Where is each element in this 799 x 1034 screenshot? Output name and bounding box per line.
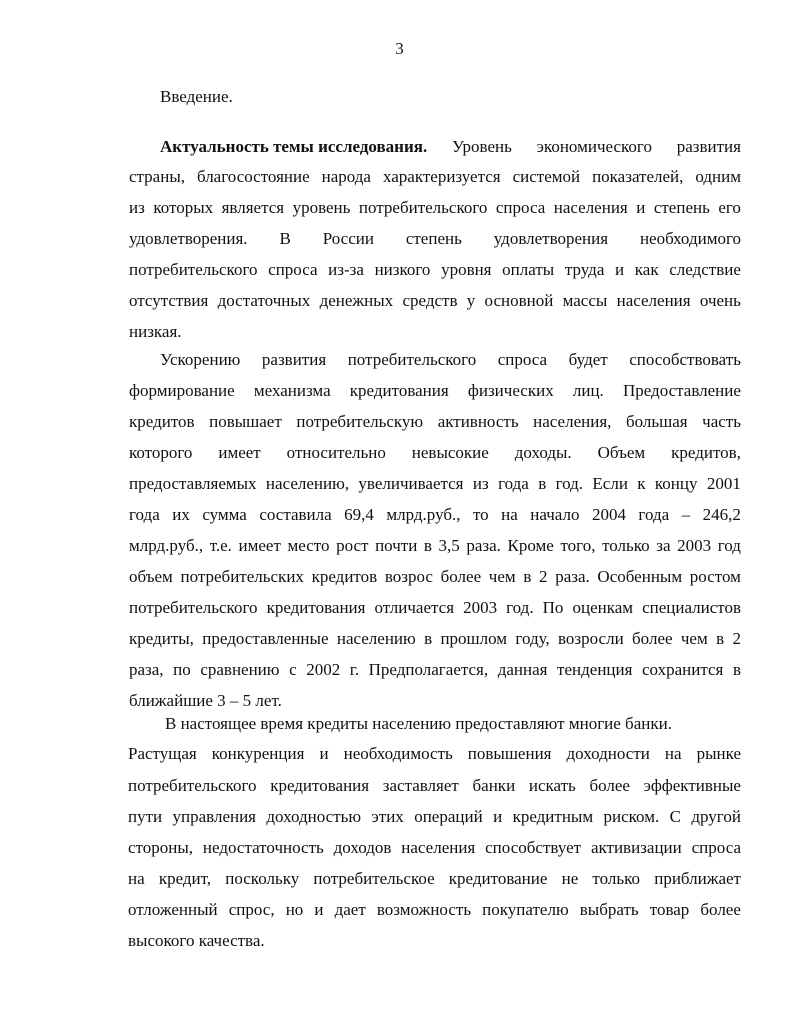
word: другой — [691, 807, 741, 826]
word: активизации — [590, 838, 682, 857]
word: поскольку — [225, 869, 300, 888]
text-line — [129, 290, 741, 312]
word: год. — [555, 474, 584, 493]
word: его — [718, 198, 741, 217]
word: того, — [560, 536, 596, 555]
word: млрд.руб., — [386, 505, 461, 524]
word: т.е. — [209, 536, 232, 555]
word: спроса — [497, 350, 548, 369]
word: Объем — [597, 443, 646, 462]
text-line — [129, 597, 741, 619]
word: предоставляемых — [129, 474, 257, 493]
word: млрд.руб., — [129, 536, 204, 555]
word: кредит, — [158, 869, 212, 888]
word: концу — [654, 474, 698, 493]
word: кредитования — [270, 776, 370, 795]
word: пути — [128, 807, 163, 826]
word: потребительского — [347, 350, 477, 369]
word: конкуренция — [211, 744, 305, 763]
word: очень — [699, 291, 741, 310]
word: спроса — [495, 198, 546, 217]
word: населения — [553, 198, 628, 217]
text-line — [129, 228, 741, 250]
word: 246,2 — [702, 505, 741, 524]
section-heading: Введение. — [160, 87, 233, 106]
word: кредитным — [512, 807, 594, 826]
word: доходы. — [514, 443, 572, 462]
word: большая — [625, 412, 688, 431]
word: раза. — [466, 536, 501, 555]
word: тенденция — [557, 660, 633, 679]
word: уровня — [441, 260, 492, 279]
word: которых — [153, 198, 214, 217]
word: населению — [336, 629, 416, 648]
word: в — [423, 536, 432, 555]
word: невысокие — [411, 443, 489, 462]
word: доходностью — [266, 807, 362, 826]
word: населения, — [533, 412, 612, 431]
word: часть — [702, 412, 741, 431]
text-line: высокого качества. — [128, 931, 265, 950]
word: кредитования — [349, 381, 449, 400]
word: прошлом — [440, 629, 508, 648]
word: года — [498, 474, 529, 493]
text-line: В настоящее время кредиты населению предоставляют многие банки. — [165, 714, 672, 733]
word: чем — [680, 629, 708, 648]
word: рост — [336, 536, 369, 555]
word: спроса — [268, 260, 318, 279]
word: потребительскую — [296, 412, 424, 431]
word: этих — [371, 807, 404, 826]
word: то — [472, 505, 489, 524]
text-line — [128, 868, 741, 890]
word: товар — [649, 900, 690, 919]
text-line — [128, 899, 741, 921]
word: покупателю — [482, 900, 569, 919]
word: которого — [129, 443, 193, 462]
word: механизма — [253, 381, 331, 400]
word: удовлетворения. — [129, 229, 248, 248]
word: и — [615, 260, 625, 279]
word: только — [592, 869, 641, 888]
word: операций — [414, 807, 483, 826]
word: Предполагается, — [368, 660, 489, 679]
word: сумма — [202, 505, 247, 524]
word: имеет — [238, 536, 281, 555]
word: способствовать — [629, 350, 741, 369]
word: оплаты — [502, 260, 555, 279]
word: Актуальность темы исследования. — [160, 137, 428, 156]
text-line: ближайшие 3 – 5 лет. — [129, 691, 282, 710]
word: экономического — [536, 137, 652, 156]
word: возможность — [376, 900, 472, 919]
word: возросли — [558, 629, 624, 648]
word: на — [664, 744, 682, 763]
word: степень — [405, 229, 462, 248]
word: выбрать — [579, 900, 639, 919]
word: и — [636, 198, 646, 217]
word: По — [542, 598, 564, 617]
word: спроса — [691, 838, 741, 857]
word: к — [637, 474, 646, 493]
word: отсутствия — [129, 291, 209, 310]
text-line — [128, 806, 741, 828]
word: имеет — [218, 443, 261, 462]
word: у — [466, 291, 476, 310]
word: искать — [528, 776, 576, 795]
word: более — [440, 567, 482, 586]
word: 2003 — [463, 598, 498, 617]
word: населения — [401, 838, 476, 857]
word: физических — [467, 381, 554, 400]
text-line — [129, 504, 741, 526]
word: способствует — [485, 838, 582, 857]
word: сравнению — [200, 660, 280, 679]
word: начало — [530, 505, 580, 524]
word: России — [322, 229, 374, 248]
word: банки — [472, 776, 516, 795]
word: сохранится — [642, 660, 724, 679]
word: кредитование — [448, 869, 548, 888]
word: системой — [512, 167, 581, 186]
word: 2003 — [677, 536, 712, 555]
word: потребительского — [358, 198, 488, 217]
word: только — [602, 536, 650, 555]
word: г. — [349, 660, 360, 679]
word: данная — [497, 660, 548, 679]
text-line — [129, 380, 741, 402]
word: активность — [437, 412, 519, 431]
word: из — [472, 474, 489, 493]
text-line — [129, 259, 741, 281]
word: кредитов, — [671, 443, 741, 462]
text-line — [129, 535, 741, 557]
word: оценкам — [572, 598, 634, 617]
word: и — [314, 900, 324, 919]
word: более — [700, 900, 741, 919]
word: спрос, — [228, 900, 275, 919]
word: и — [493, 807, 503, 826]
word: благосостояние — [196, 167, 310, 186]
word: доходов — [333, 838, 392, 857]
word: чем — [488, 567, 516, 586]
word: С — [669, 807, 681, 826]
word: отличается — [374, 598, 455, 617]
word: степень — [653, 198, 710, 217]
word: году, — [515, 629, 550, 648]
word: возрос — [384, 567, 433, 586]
word: потребительское — [313, 869, 435, 888]
word: в — [424, 629, 433, 648]
word: необходимого — [639, 229, 741, 248]
word: 2 — [732, 629, 741, 648]
text-line — [160, 136, 741, 158]
word: риском. — [603, 807, 660, 826]
word: рынке — [696, 744, 741, 763]
word: в — [716, 629, 725, 648]
word: удовлетворения — [493, 229, 609, 248]
word: за — [656, 536, 671, 555]
word: потребительских — [180, 567, 304, 586]
word: на — [128, 869, 145, 888]
word: из-за — [328, 260, 364, 279]
word: почти — [375, 536, 418, 555]
word: – — [681, 505, 691, 524]
word: в — [732, 660, 741, 679]
word: 2 — [539, 567, 548, 586]
word: массы — [562, 291, 608, 310]
word: характеризуется — [382, 167, 501, 186]
word: ростом — [689, 567, 741, 586]
word: потребительского — [128, 776, 257, 795]
word: кредитов — [129, 412, 195, 431]
word: не — [561, 869, 579, 888]
page-number: 3 — [395, 39, 404, 58]
word: Особенным — [597, 567, 683, 586]
word: потребительского — [129, 598, 258, 617]
word: кредитов — [311, 567, 378, 586]
word: Ускорению — [160, 350, 241, 369]
word: лиц. — [572, 381, 604, 400]
word: их — [172, 505, 190, 524]
word: объем — [129, 567, 173, 586]
word: средств — [402, 291, 458, 310]
word: Растущая — [128, 744, 197, 763]
text-line — [128, 837, 741, 859]
word: 2001 — [706, 474, 741, 493]
word: управления — [172, 807, 257, 826]
word: кредитования — [266, 598, 366, 617]
word: низкого — [374, 260, 431, 279]
word: с — [289, 660, 297, 679]
word: эффективные — [643, 776, 741, 795]
word: одним — [695, 167, 741, 186]
word: Кроме — [507, 536, 554, 555]
text-line — [129, 166, 741, 188]
word: но — [285, 900, 304, 919]
text-line — [129, 566, 741, 588]
word: на — [501, 505, 518, 524]
word: увеличивается — [358, 474, 464, 493]
text-line — [129, 411, 741, 433]
word: заставляет — [382, 776, 459, 795]
word: населению, — [265, 474, 350, 493]
word: формирование — [129, 381, 235, 400]
word: года — [129, 505, 160, 524]
word: развития — [676, 137, 741, 156]
word: более — [589, 776, 630, 795]
word: как — [634, 260, 659, 279]
word: населения — [616, 291, 691, 310]
text-line — [129, 473, 741, 495]
word: стороны, — [128, 838, 194, 857]
word: 69,4 — [344, 505, 374, 524]
word: доходности — [566, 744, 650, 763]
word: является — [221, 198, 285, 217]
text-line — [128, 775, 741, 797]
word: Предоставление — [622, 381, 741, 400]
word: показателей, — [592, 167, 684, 186]
word: год. — [506, 598, 534, 617]
word: уровень — [292, 198, 351, 217]
text-line — [160, 349, 741, 371]
text-line: низкая. — [129, 322, 182, 341]
word: 3,5 — [438, 536, 460, 555]
text-line — [129, 197, 741, 219]
word: основной — [484, 291, 554, 310]
word: будет — [568, 350, 608, 369]
word: в — [523, 567, 532, 586]
word: приближает — [654, 869, 741, 888]
word: необходимость — [343, 744, 453, 763]
word: раза, — [129, 660, 164, 679]
word: следствие — [669, 260, 741, 279]
word: повышения — [467, 744, 552, 763]
word: из — [129, 198, 145, 217]
word: повышает — [209, 412, 282, 431]
word: развития — [261, 350, 327, 369]
word: в — [538, 474, 547, 493]
word: недостаточность — [202, 838, 324, 857]
word: народа — [321, 167, 371, 186]
word: составила — [259, 505, 332, 524]
word: денежных — [319, 291, 394, 310]
text-line — [129, 442, 741, 464]
word: дает — [334, 900, 366, 919]
word: специалистов — [642, 598, 741, 617]
text-line — [129, 659, 741, 681]
text-line — [128, 743, 741, 765]
word: 2002 — [306, 660, 341, 679]
word: предоставленные — [202, 629, 329, 648]
word: страны, — [129, 167, 185, 186]
text-line — [129, 628, 741, 650]
word: 2004 — [591, 505, 626, 524]
word: место — [287, 536, 330, 555]
word: кредиты, — [129, 629, 194, 648]
word: достаточных — [217, 291, 311, 310]
word: труда — [564, 260, 605, 279]
word: и — [319, 744, 329, 763]
word: раза. — [555, 567, 590, 586]
word: потребительского — [129, 260, 258, 279]
word: Если — [592, 474, 628, 493]
word: Уровень — [451, 137, 512, 156]
word: относительно — [286, 443, 386, 462]
word: В — [279, 229, 291, 248]
word: по — [173, 660, 191, 679]
word: более — [632, 629, 673, 648]
word: года — [638, 505, 670, 524]
word: год — [717, 536, 741, 555]
word: отложенный — [128, 900, 218, 919]
